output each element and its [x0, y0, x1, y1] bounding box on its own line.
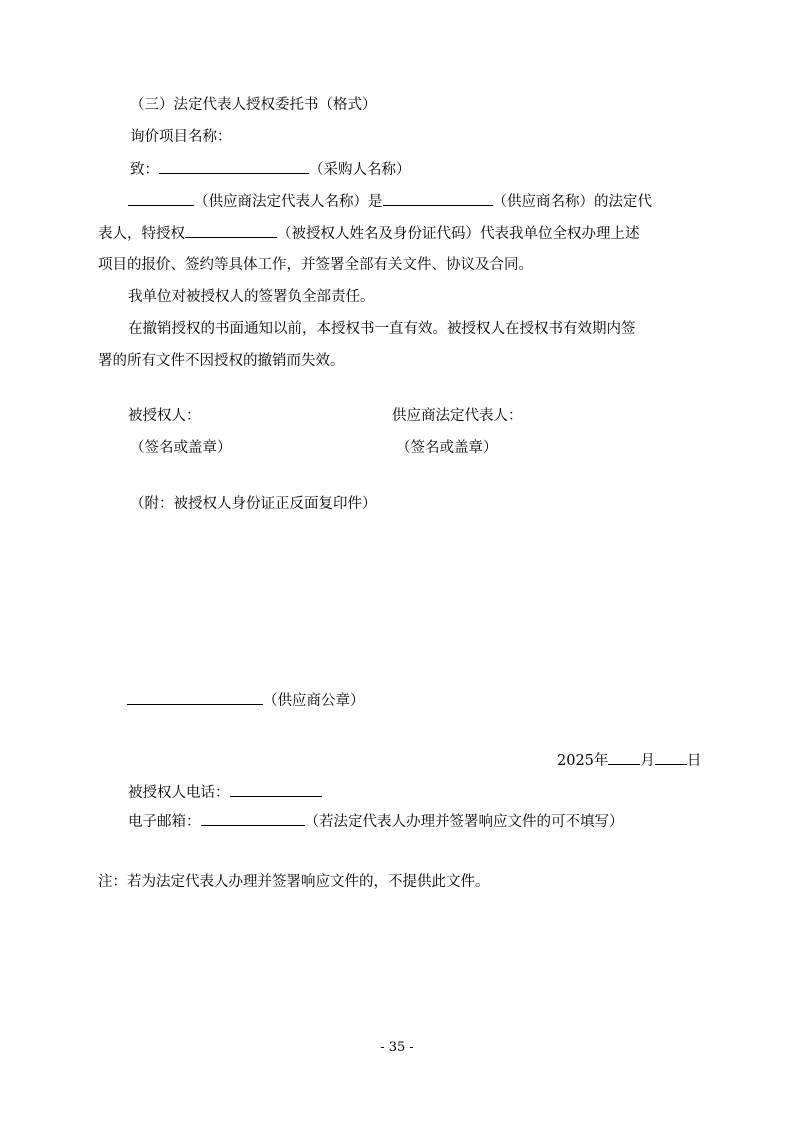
authorized-person-label: 被授权人：: [128, 408, 201, 424]
body-line-2: [98, 223, 640, 244]
month-blank[interactable]: [608, 750, 640, 765]
body-part2: （供应商名称）的法定代: [492, 194, 652, 210]
date-year: 2025年: [557, 753, 609, 769]
date-month: 月: [640, 753, 655, 769]
authorized-person-blank[interactable]: [185, 223, 277, 238]
project-name-label: 询价项目名称：: [130, 129, 232, 145]
date-line: [557, 750, 701, 771]
seal-label: （供应商公章）: [263, 693, 365, 709]
email-label: 电子邮箱：: [128, 814, 201, 830]
body-line2b: （被授权人姓名及身份证代码）代表我单位全权办理上述: [277, 226, 640, 242]
day-blank[interactable]: [655, 750, 687, 765]
supplier-name-blank[interactable]: [383, 191, 493, 206]
to-line: [130, 159, 411, 180]
purchaser-name-blank[interactable]: [159, 159, 309, 174]
supplier-seal-blank[interactable]: [127, 690, 263, 705]
document-title: （三）法定代表人授权委托书（格式）: [130, 97, 377, 113]
date-day: 日: [686, 753, 702, 769]
to-suffix: （采购人名称）: [309, 162, 411, 178]
body-line-1: [128, 191, 652, 212]
validity-line-2: 署的所有文件不因授权的撤销而失效。: [98, 353, 345, 369]
page-number: - 35 -: [380, 1040, 414, 1055]
phone-label: 被授权人电话：: [128, 785, 230, 801]
phone-blank[interactable]: [230, 782, 322, 797]
authorized-person-sign-hint: （签名或盖章）: [130, 440, 232, 456]
phone-line: [128, 782, 322, 803]
legal-rep-name-blank[interactable]: [128, 191, 194, 206]
email-blank[interactable]: [201, 811, 305, 826]
validity-line-1: 在撤销授权的书面通知以前，本授权书一直有效。被授权人在授权书有效期内签: [128, 321, 636, 337]
seal-line: [127, 690, 365, 711]
legal-rep-sign-hint: （签名或盖章）: [396, 440, 498, 456]
to-prefix: 致：: [130, 162, 159, 178]
responsibility-paragraph: 我单位对被授权人的签署负全部责任。: [128, 289, 375, 305]
footnote: 注：若为法定代表人办理并签署响应文件的，不提供此文件。: [98, 874, 490, 890]
legal-rep-label: 供应商法定代表人：: [392, 408, 523, 424]
body-line-3: 项目的报价、签约等具体工作，并签署全部有关文件、协议及合同。: [98, 257, 533, 273]
body-line2a: 表人，特授权: [98, 226, 185, 242]
body-part1: （供应商法定代表人名称）是: [194, 194, 383, 210]
attachment-note: （附：被授权人身份证正反面复印件）: [130, 496, 377, 512]
email-note: （若法定代表人办理并签署响应文件的可不填写）: [304, 814, 624, 830]
email-line: [128, 811, 624, 832]
